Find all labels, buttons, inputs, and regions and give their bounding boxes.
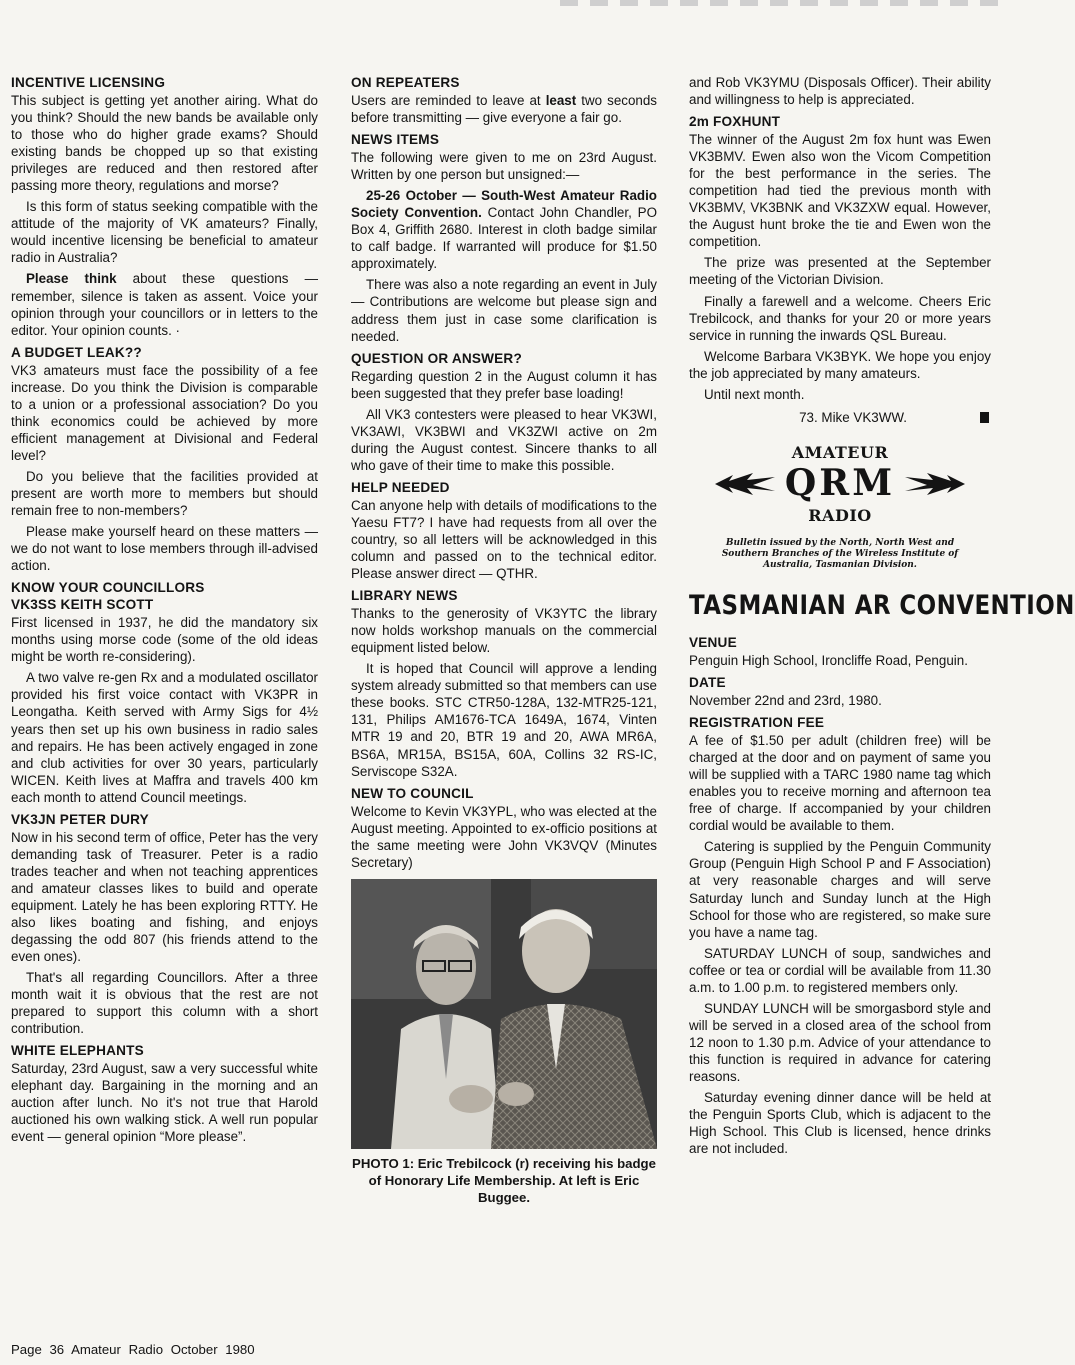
column-1	[11, 74, 318, 1150]
paragraph: November 22nd and 23rd, 1980.	[689, 693, 882, 709]
heading-date: DATE	[689, 675, 726, 691]
logo-top-text: AMATEUR	[791, 442, 889, 462]
bold-phrase: Please think	[26, 271, 117, 287]
paragraph: The prize was presented at the September meeting of the Victorian Division.	[689, 255, 991, 288]
paragraph-text: Users are reminded to leave at	[351, 93, 546, 108]
paragraph: Please make yourself heard on these matters — we do not want to lose members through ill-advised action.	[11, 524, 318, 574]
paragraph: It is hoped that Council will approve a lending system already submitted so that members can use these books. STC CTR50-128A, 132-MTR25-121, 131, Philips AM1676-TCA 1649A, 1674, Vinten MTR 19 and 20, BTR 19 and 20, AWA MR6A, BS6A, MR15A, BS15A, 60A, Collins 32 RS-IC, Serviscope S32A.	[351, 661, 657, 779]
paragraph: There was also a note regarding an event in July — Contributions are welcome but please sign and address them just in case some clarification is needed.	[351, 277, 657, 344]
paragraph: First licensed in 1937, he did the mandatory six months using morse code (some of the old ideas might be worth re-considering).	[11, 615, 318, 665]
paragraph: A two valve re-gen Rx and a modulated oscillator provided his first voice contact with VK3PR in Leongatha. Keith served with Army Sigs for 4½ years then set up his own business in radio sales and repairs. He has been actively engaged in zone and club activities for over 30 years, particularly WICEN. Keith lives at Maffra and travels 400 km each month to attend Council meetings.	[11, 670, 318, 805]
column-2	[351, 74, 657, 1206]
column-3	[689, 74, 1075, 1161]
page-footer: Page 36 Amateur Radio October 1980	[11, 1342, 255, 1357]
heading-question-or-answer: QUESTION OR ANSWER?	[351, 350, 522, 366]
paragraph: Thanks to the generosity of VK3YTC the library now holds workshop manuals on the commercial equipment listed below.	[351, 606, 657, 656]
heading-help-needed: HELP NEEDED	[351, 479, 450, 495]
paragraph: The winner of the August 2m fox hunt was Ewen VK3BMV. Ewen also won the Vicom Competition for the best performance in the series. The competition had tied the previous month with VK3BMV, VK3BNK and VK3ZXW equal. However, the August hunt broke the tie and Ewen won the competition.	[689, 132, 991, 250]
paragraph: SATURDAY LUNCH of soup, sandwiches and coffee or tea or cordial will be available from 11.30 a.m. to 1.00 p.m. to registered members only.	[689, 945, 991, 995]
paragraph: This subject is getting yet another airing. What do you think? Should the new bands be available only to those who do higher grade exams? Should existing bands be chopped up so that existing privileges are reduced and then restored after passing more theory, regulations and morse?	[11, 93, 318, 194]
logo-mid	[689, 462, 991, 505]
heading-2m-foxhunt: 2m FOXHUNT	[689, 114, 781, 130]
paragraph: Finally a farewell and a welcome. Cheers Eric Trebilcock, and thanks for your 20 or more years service in running the inwards QSL Bureau.	[689, 293, 991, 343]
paragraph-text: Contact John Chandler, PO Box 4, Griffith 2680. Interest in cloth badge similar to calf badge. If warranted will produce for $1.50 approximately.	[351, 205, 657, 272]
paragraph: Welcome Barbara VK3BYK. We hope you enjoy the job appreciated by many amateurs.	[689, 348, 991, 381]
heading-budget-leak: A BUDGET LEAK??	[11, 344, 142, 360]
paragraph: Saturday evening dinner dance will be held at the Penguin Sports Club, which is adjacent to the High School. This Club is licensed, hence drinks are not included.	[689, 1090, 991, 1157]
paragraph: Regarding question 2 in the August column it has been suggested that they prefer base loading!	[351, 368, 657, 401]
paragraph: Catering is supplied by the Penguin Community Group (Penguin High School P and F Association) at very reasonable charges and will serve Saturday lunch and Sunday lunch at the High School for those who are registered, so make sure you have a name tag.	[689, 839, 991, 940]
heading-know-your-councillors: KNOW YOUR COUNCILLORS	[11, 580, 205, 596]
paragraph: Until next month.	[704, 386, 805, 402]
heading-venue: VENUE	[689, 634, 737, 650]
paragraph	[11, 270, 318, 338]
paragraph-text: about these questions — remember, silence is taken as assent. Voice your opinion through your councillors or in letters to the editor. Your opinion counts. ·	[11, 271, 318, 338]
photo-eric-trebilcock	[351, 879, 657, 1149]
heading-registration-fee: REGISTRATION FEE	[689, 715, 825, 731]
paragraph: Is this form of status seeking compatible with the attitude of the majority of VK amateurs? Finally, would incentive licensing be beneficial to amateur radio in Australia?	[11, 199, 318, 266]
paragraph: A fee of $1.50 per adult (children free) will be charged at the door and on payment of same you will be supplied with a TARC 1980 name tag which enables you to receive morning and afternoon tea free of charge. If accompanied by your children cordial would be available to them.	[689, 733, 991, 834]
logo-word: QRM	[784, 462, 896, 505]
bold-word: least	[545, 93, 577, 108]
paragraph	[351, 187, 657, 272]
signature-line	[689, 409, 991, 426]
paragraph	[351, 92, 657, 126]
paragraph: Saturday, 23rd August, saw a very successful white elephant day. Bargaining in the morning and an auction after lunch. No it's not true that Harold auctioned his own walking stick. A well run popular event — general opinion “More please”.	[11, 1061, 318, 1145]
top-border-decoration	[560, 0, 1000, 6]
bold-phrase: 25-26 October — South-West Amateur Radio Society Convention.	[351, 188, 657, 221]
paragraph: That's all regarding Councillors. After a three month wait it is obvious that the rest are not prepared to support this column with a short contribution.	[11, 970, 318, 1037]
paragraph: VK3 amateurs must face the possibility of a fee increase. Do you think the Division is comparable to a union or a professional association? Do you think economics could be achieved by more efficient management at Divisional and Federal level?	[11, 362, 318, 463]
logo-bulletin-text: Bulletin issued by the North, North West and Southern Branches of the Wireless Institute of Australia, Tasmanian Division.	[721, 537, 959, 570]
end-mark-icon	[980, 412, 989, 423]
logo-bottom-text: RADIO	[808, 505, 872, 525]
paragraph-text: two seconds before transmitting — give everyone a fair go.	[351, 93, 657, 126]
convention-title: TASMANIAN AR CONVENTION	[689, 589, 1075, 621]
paragraph: Welcome to Kevin VK3YPL, who was elected at the August meeting. Appointed to ex-officio positions at the same meeting were John VK3VQV (Minutes Secretary)	[351, 803, 657, 870]
paragraph: All VK3 contesters were pleased to hear VK3WI, VK3AWI, VK3BWI and VK3ZWI active on 2m during the August contest. Sincere thanks to all who gave of their time to make this possible.	[351, 406, 657, 473]
paragraph: SUNDAY LUNCH will be smorgasbord style and will be served in a closed area of the school from 12 noon to 1.30 p.m. Advice of your attendance to this function is required in advance for catering reasons.	[689, 1000, 991, 1084]
heading-on-repeaters: ON REPEATERS	[351, 75, 460, 90]
heading-peter-dury: VK3JN PETER DURY	[11, 811, 149, 827]
heading-library-news: LIBRARY NEWS	[351, 588, 458, 604]
heading-new-to-council: NEW TO COUNCIL	[351, 785, 474, 801]
photo-illustration	[351, 879, 657, 1149]
heading-incentive-licensing: INCENTIVE LICENSING	[11, 75, 166, 90]
photo-caption: PHOTO 1: Eric Trebilcock (r) receiving his badge of Honorary Life Membership. At left is Eric Buggee.	[352, 1155, 656, 1205]
lightning-hand-right-icon	[903, 467, 967, 501]
paragraph: The following were given to me on 23rd August. Written by one person but unsigned:—	[351, 150, 657, 183]
paragraph: Now in his second term of office, Peter has the very demanding task of Treasurer. Peter is a radio trades teacher and when not teaching apprentices and amateur classes likes to build and operate equipment. Lately he has been exploring RTTY. He also likes boating and fishing, and enjoys degassing the odd 807 (his friends attend to the even ones).	[11, 829, 318, 965]
signature: 73. Mike VK3WW.	[799, 409, 907, 425]
paragraph: Do you believe that the facilities provided at present are worth more to members but should remain free to non-members?	[11, 468, 318, 519]
paragraph: Can anyone help with details of modifications to the Yaesu FT7? I have had requests from all over the country, so all letters will be acknowledged in this column and passed on to the technical editor. Please answer direct — QTHR.	[351, 497, 657, 582]
paragraph: Penguin High School, Ironcliffe Road, Penguin.	[689, 652, 968, 668]
subheading-keith-scott: VK3SS KEITH SCOTT	[11, 597, 154, 613]
paragraph: and Rob VK3YMU (Disposals Officer). Their ability and willingness to help is appreciated.	[689, 75, 991, 108]
qrm-logo	[689, 444, 991, 571]
heading-white-elephants: WHITE ELEPHANTS	[11, 1043, 144, 1059]
heading-news-items: NEWS ITEMS	[351, 132, 440, 148]
lightning-hand-left-icon	[713, 467, 777, 501]
